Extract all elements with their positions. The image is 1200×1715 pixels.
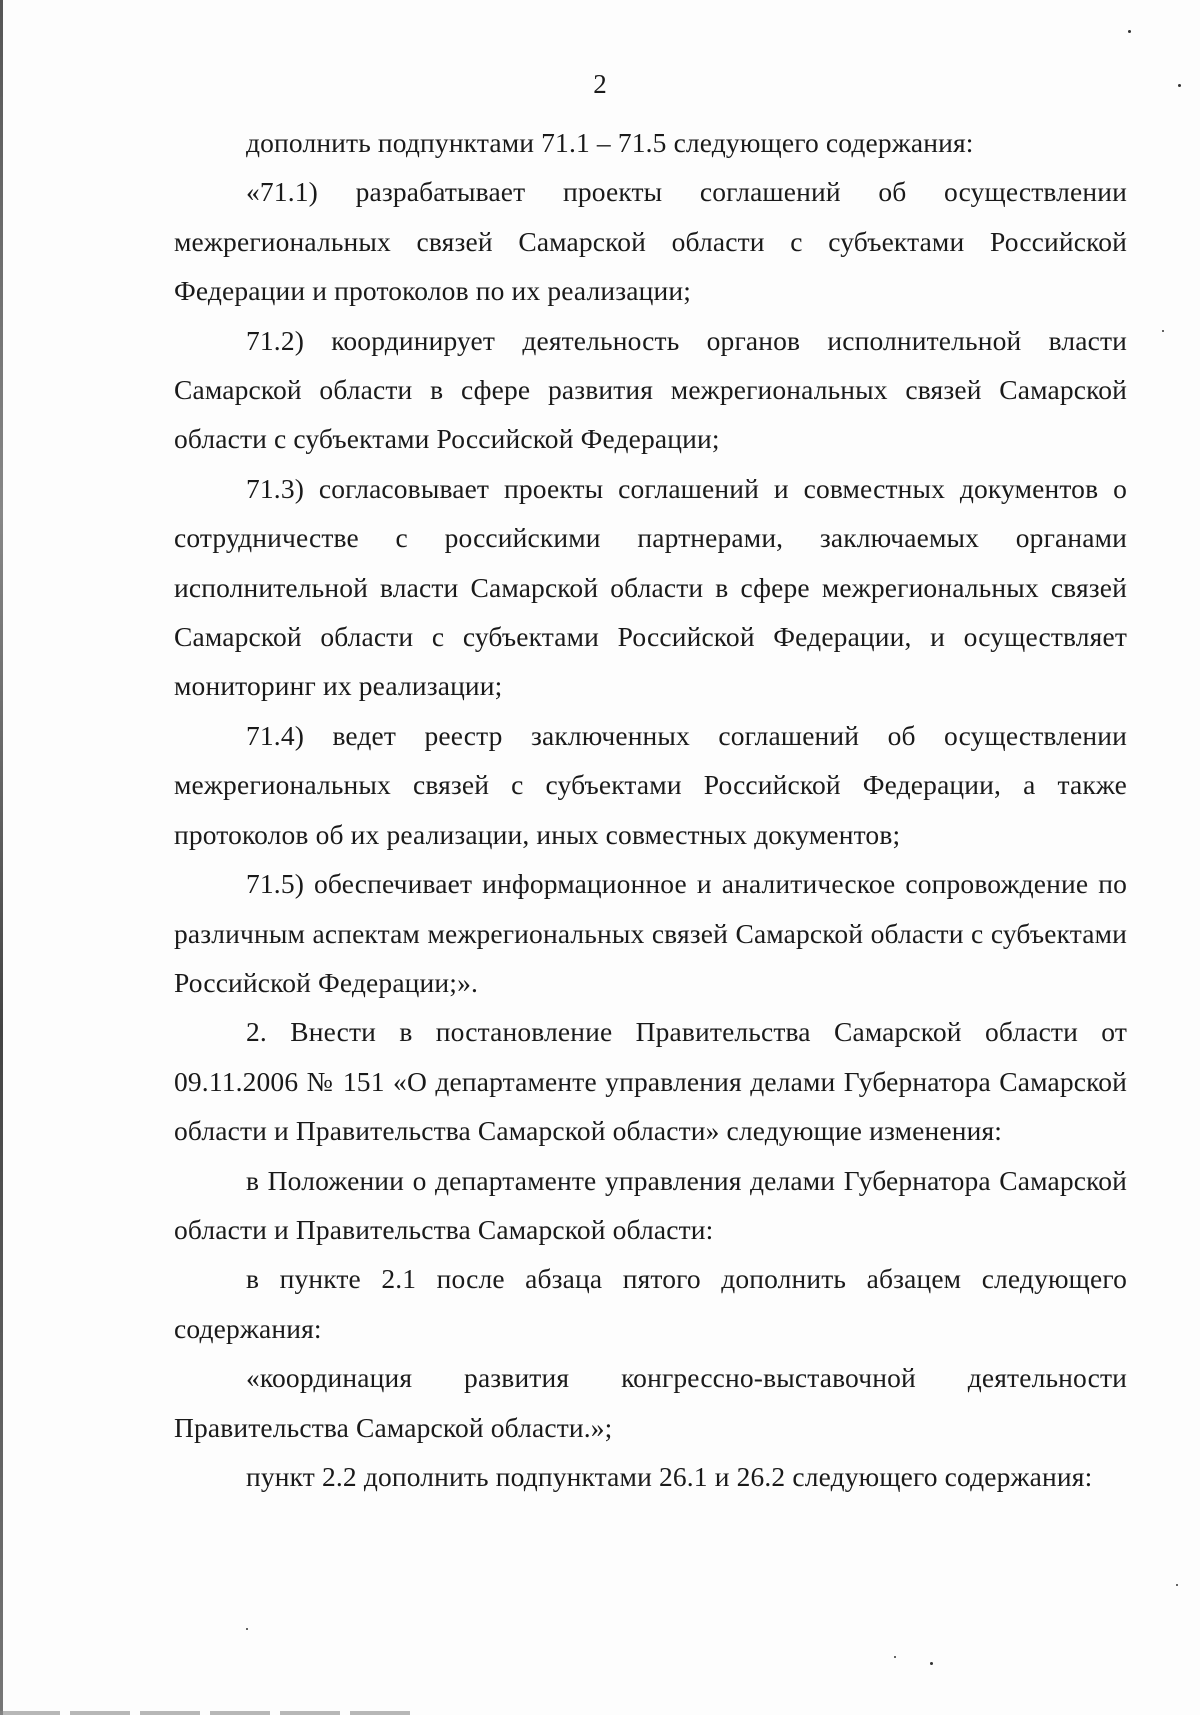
scan-speck (1176, 1584, 1178, 1586)
paragraph-point-2-1: в пункте 2.1 после абзаца пятого дополнить абзацем следующего содержания: (174, 1263, 1127, 1344)
paragraph-item-2: 2. Внести в постановление Правительства Самарской области от 09.11.2006 № 151 «О департаменте управления делами Губернатора Самарской области и Правительства Самарской области» следующие изменения: (174, 1016, 1127, 1147)
page-number: 2 (593, 69, 607, 99)
scan-speck (1128, 30, 1131, 33)
paragraph-71-1: «71.1) разрабатывает проекты соглашений об осуществлении межрегиональных связей Самарской области с субъектами Российской Федерации и протоколов по их реализации; (174, 176, 1127, 307)
paragraph-point-2-2: пункт 2.2 дополнить подпунктами 26.1 и 26.2 следующего содержания: (246, 1460, 1093, 1492)
paragraph-71-5: 71.5) обеспечивает информационное и аналитическое сопровождение по различным аспектам межрегиональных связей Самарской области с субъектами Российской Федерации;». (174, 868, 1127, 998)
paragraph-coordination-quote: «координация развития конгрессно-выставочной деятельности Правительства Самарской области.»; (174, 1362, 1127, 1443)
scan-speck (894, 1656, 896, 1658)
paragraph-71-4: 71.4) ведет реестр заключенных соглашений об осуществлении межрегиональных связей с субъектами Российской Федерации, а также протоколов об их реализации, иных совместных документов; (174, 719, 1127, 850)
paragraph-regulation: в Положении о департаменте управления делами Губернатора Самарской области и Правительства Самарской области: (174, 1164, 1127, 1245)
scan-edge-bottom (0, 1711, 420, 1715)
paragraph-71-3: 71.3) согласовывает проекты соглашений и совместных документов о сотрудничестве с российскими партнерами, заключаемых органами исполнительной власти Самарской области в сфере межрегиональных связей Самарской области с субъектами Российской Федерации, и осуществляет мониторинг их реализации; (174, 472, 1127, 702)
scan-speck (246, 1628, 248, 1630)
scan-edge-left (0, 0, 3, 1715)
paragraph-intro: дополнить подпунктами 71.1 – 71.5 следующего содержания: (246, 127, 974, 158)
document-body (174, 118, 1127, 1501)
scan-speck (930, 1662, 933, 1665)
scan-speck (1178, 84, 1181, 87)
paragraph-71-2: 71.2) координирует деятельность органов исполнительной власти Самарской области в сфере развития межрегиональных связей Самарской области с субъектами Российской Федерации; (174, 324, 1127, 455)
scan-speck (1162, 330, 1164, 332)
